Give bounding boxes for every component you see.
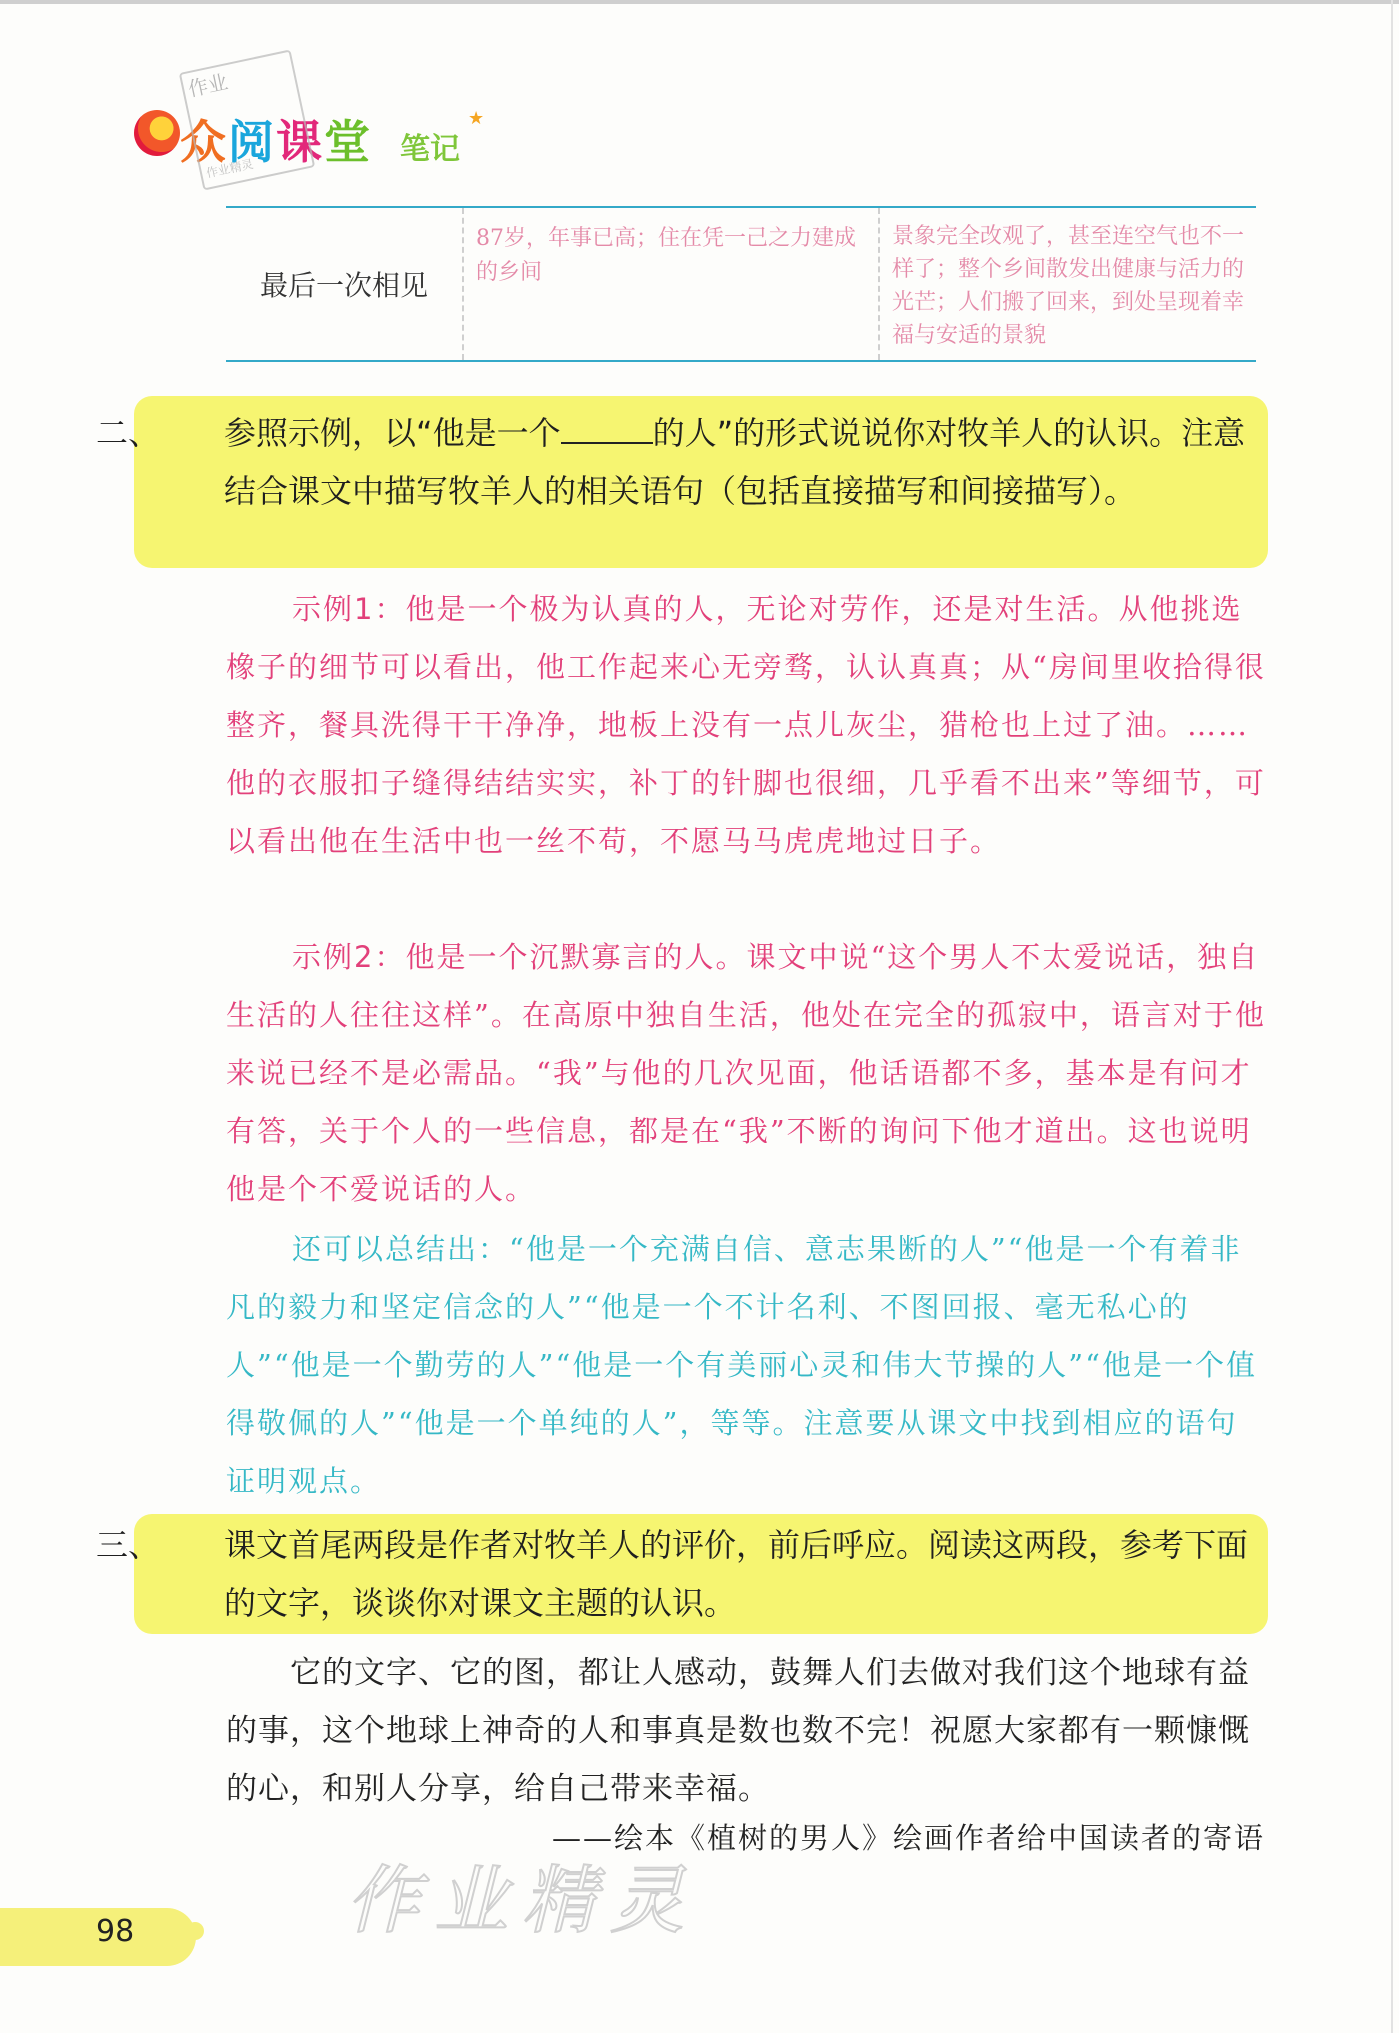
logo-char-2: 阅	[228, 115, 276, 169]
stamp-subtext: 作业精灵	[204, 156, 255, 181]
answer-example-2	[226, 928, 1266, 1218]
logo-subtitle: 笔记	[400, 132, 460, 167]
right-border	[1391, 0, 1393, 2033]
page-number: 98	[96, 1914, 135, 1949]
logo-char-1: 众	[180, 115, 228, 169]
question-3-body: 课文首尾两段是作者对牧羊人的评价，前后呼应。阅读这两段，参考下面的文字，谈谈你对课文主题的认识。	[224, 1526, 1249, 1622]
question-3-box	[96, 1514, 1268, 1634]
watermark-stamp	[179, 49, 315, 190]
question-2-text-after: 的人”的形式说说你对牧羊人的认识。注意结合课文中描写牧羊人的相关语句（包括直接描写和间接描写）。	[224, 414, 1246, 510]
answer-example-1	[226, 580, 1266, 870]
page-number-dot	[186, 1922, 204, 1940]
top-border	[0, 0, 1399, 4]
table-cell-right: 景象完全改观了，甚至连空气也不一样了；整个乡间散发出健康与活力的光芒；人们搬了回来，到处呈现着幸福与安适的景貌	[892, 224, 1245, 348]
logo-char-3: 课	[276, 115, 324, 169]
answer-2-text: 他是一个沉默寡言的人。课文中说“这个男人不太爱说话，独自生活的人往往这样”。在高原中独自生活，他处在完全的孤寂中，语言对于他来说已经不是必需品。“我”与他的几次见面，他话语都不多，基本是有问才有答，关于个人的一些信息，都是在“我”不断的询问下他才道出。这也说明他是个不爱说话的人。	[226, 940, 1266, 1206]
question-2-number: 二、	[96, 414, 161, 452]
passage-source: ——绘本《植树的男人》绘画作者给中国读者的寄语	[551, 1821, 1265, 1855]
table-cell-label: 最后一次相见	[226, 208, 464, 360]
question-2-text-before: 参照示例，以“他是一个	[224, 414, 561, 452]
stamp-text: 作业	[185, 69, 231, 102]
question-3-text	[96, 1516, 1249, 1632]
question-3-number: 三、	[96, 1526, 161, 1564]
table-cell-middle: 87岁，年事已高；住在凭一己之力建成的乡间	[464, 208, 880, 360]
question-2-box	[96, 396, 1268, 568]
answer-summary: 还可以总结出：“他是一个充满自信、意志果断的人”“他是一个有着非凡的毅力和坚定信念的人”“他是一个不计名利、不图回报、毫无私心的人”“他是一个勤劳的人”“他是一个有美丽心灵和伟大节操的人”“他是一个值得敬佩的人”“他是一个单纯的人”，等等。注意要从课文中找到相应的语句证明观点。	[226, 1232, 1257, 1498]
logo-char-4: 堂	[324, 115, 372, 169]
reference-passage: 它的文字、它的图，都让人感动，鼓舞人们去做对我们这个地球有益的事，这个地球上神奇的人和事真是数也数不完！祝愿大家都有一颗慷慨的心，和别人分享，给自己带来幸福。	[226, 1655, 1250, 1807]
star-icon: ★	[468, 108, 485, 129]
summary-table-row	[226, 206, 1256, 362]
logo-swirl-icon	[134, 110, 180, 156]
answer-2-lead: 示例2：	[292, 940, 406, 974]
fill-blank	[561, 410, 653, 444]
footer-watermark: 作业精灵	[346, 1858, 698, 1944]
answer-1-lead: 示例1：	[292, 592, 406, 626]
question-2-text	[96, 404, 1248, 520]
answer-1-text: 他是一个极为认真的人，无论对劳作，还是对生活。从他挑选橡子的细节可以看出，他工作起来心无旁骛，认认真真；从“房间里收拾得很整齐，餐具洗得干干净净，地板上没有一点儿灰尘，猎枪也上过了油。……他的衣服扣子缝得结结实实，补丁的针脚也很细，几乎看不出来”等细节，可以看出他在生活中也一丝不苟，不愿马马虎虎地过日子。	[226, 592, 1266, 858]
